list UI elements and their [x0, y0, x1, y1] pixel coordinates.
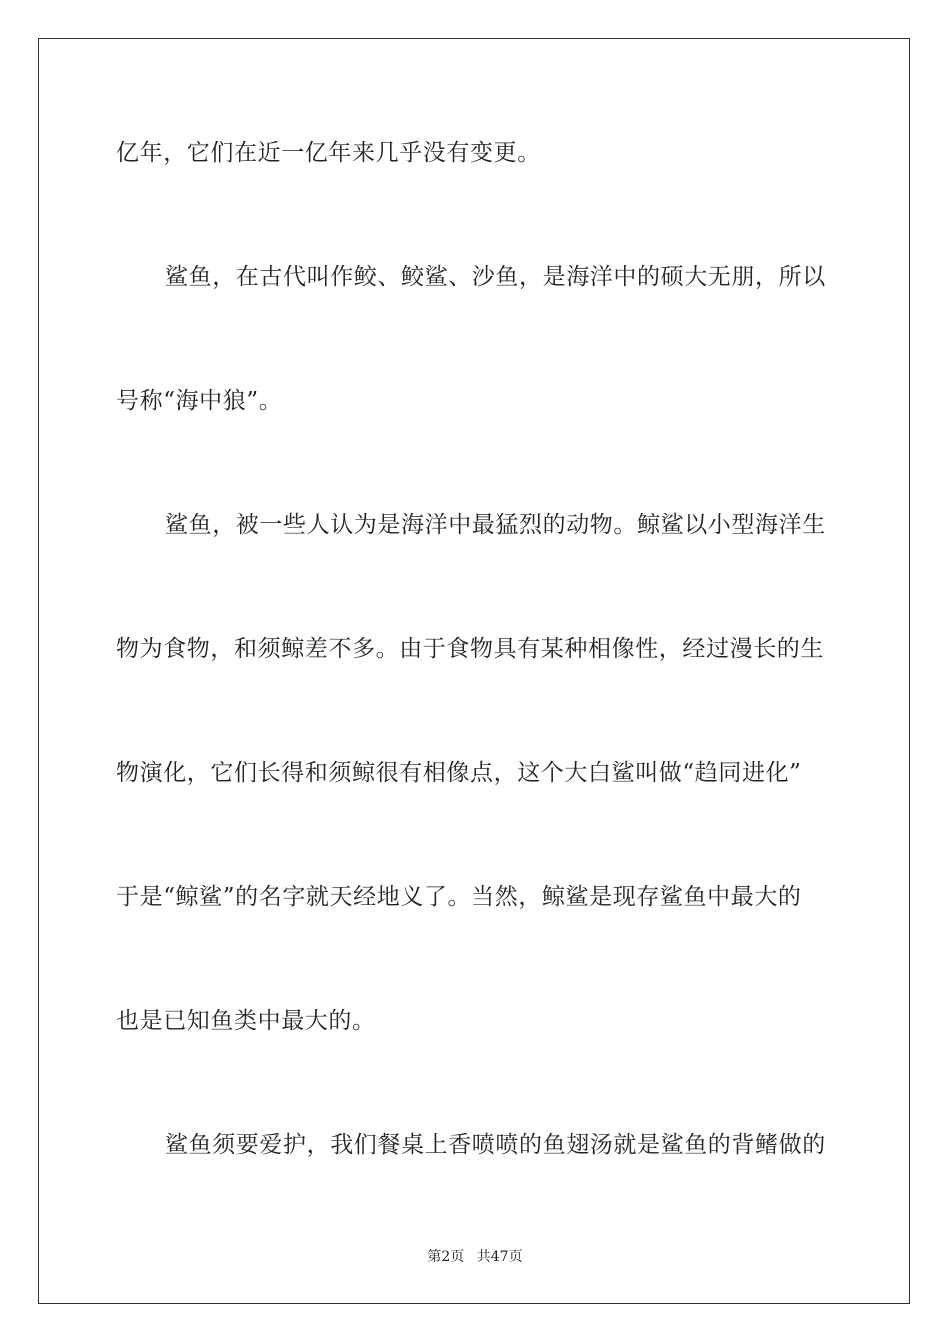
text-line-8: 也是已知鱼类中最大的。: [116, 1008, 376, 1034]
text-line-3: 号称“海中狼”。: [116, 388, 283, 414]
page-total: 共47页: [476, 1249, 523, 1265]
page-number: 第2页: [427, 1249, 465, 1265]
text-line-7: 于是“鲸鲨”的名字就天经地义了。当然，鲸鲨是现存鲨鱼中最大的: [116, 884, 802, 910]
text-line-5: 物为食物，和须鲸差不多。由于食物具有某种相像性，经过漫长的生: [116, 636, 824, 662]
page-footer: [0, 1246, 950, 1266]
text-line-2: 鲨鱼，在古代叫作鲛、鲛鲨、沙鱼，是海洋中的硕大无朋，所以: [165, 264, 826, 290]
text-line-6: 物演化，它们长得和须鲸很有相像点，这个大白鲨叫做“趋同进化”: [116, 760, 802, 786]
text-line-9: 鲨鱼须要爱护，我们餐桌上香喷喷的鱼翅汤就是鲨鱼的背鳍做的: [165, 1132, 826, 1158]
text-line-4: 鲨鱼，被一些人认为是海洋中最猛烈的动物。鲸鲨以小型海洋生: [165, 512, 826, 538]
text-line-1: 亿年，它们在近一亿年来几乎没有变更。: [116, 140, 541, 166]
page-border: [38, 38, 910, 1304]
